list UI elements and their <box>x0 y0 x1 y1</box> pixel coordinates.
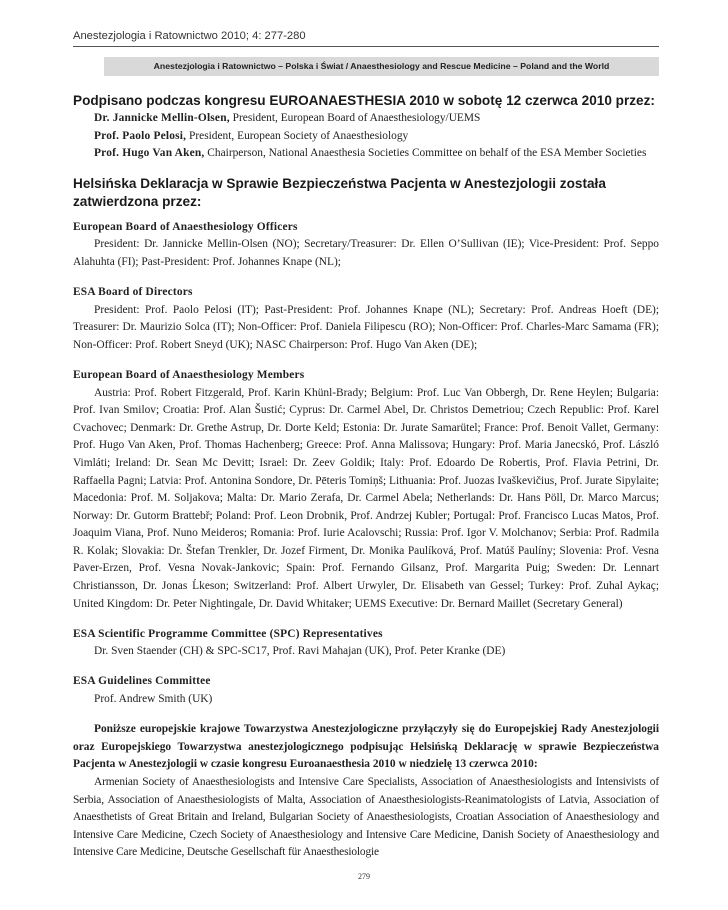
signer-name: Prof. Hugo Van Aken, <box>94 147 205 160</box>
members-text: Austria: Prof. Robert Fitzgerald, Prof. Karin Khünl-Brady; Belgium: Prof. Luc Van Obbergh, Dr. Rene Heylen; Bulgaria: Prof. Ivan Smilov; Croatia: Prof. Alan Šustić; Cyprus: Dr. Carmel Abel, Dr. Christos Demetriou; Czech Republic: Prof. Karel Cvachovec; Denmark: Dr. Grethe Astrup, Dr. Dorte Keld; Estonia: Dr. Jurate Samarütel; France: Prof. Benoit Vallet, Germany: Prof. Hugo Van Aken, Prof. Thomas Hachenberg; Greece: Prof. Anna Malissova; Hungary: Prof. Maria Janecskó, Prof. László Vimláti; Ireland: Dr. Sean Mc Devitt; Israel: Dr. Zeev Goldik; Italy: Prof. Edoardo De Robertis, Prof. Flavia Petrini, Dr. Raffaella Pagni; Latvia: Prof. Antonina Sondore, Dr. Pēteris Tomiņš; Lithuania: Prof. Juozas Ivaškevičius, Prof. Jurate Sipylaite; Macedonia: Prof. M. Soljakova; Malta: Dr. Mario Zerafa, Dr. Carmel Abela; Netherlands: Dr. Hans Pöll, Dr. Marco Marcus; Norway: Dr. Gutorm Brattebř; Poland: Prof. Leon Drobnik, Prof. Andrzej Kubler; Portugal: Prof. Francisco Lucas Matos, Prof. Joaquim Viana, Prof. Nuno Meideros; Romania: Prof. Iurie Acalovschi; Russia: Prof. Igor V. Molchanov; Serbia: Prof. Radmila R. Kolak; Slovakia: Dr. Štefan Trenkler, Dr. Jozef Firment, Dr. Monika Paulíková, Prof. Matúš Paulíny; Slovenia: Prof. Vesna Paver-Erzen, Prof. Vesna Novak-Jankovic; Spain: Prof. Fernando Gilsanz, Prof. Margarita Puig; Sweden: Dr. Lennart Christiansson, Dr. Jonas Ĺkeson; Switzerland: Prof. Albert Urwyler, Dr. Elisabeth van Gessel; Turkey: Prof. Zuhal Aykaç; United Kingdom: Dr. Peter Nightingale, Dr. David Whitaker; UEMS Executive: Dr. Bernard Maillet (Secretary General) <box>73 386 659 610</box>
approval-heading: Helsińska Deklaracja w Sprawie Bezpieczeństwa Pacjenta w Anestezjologii została zatwierdzona przez: <box>73 175 606 209</box>
spc-text: Dr. Sven Staender (CH) & SPC-SC17, Prof. Ravi Mahajan (UK), Prof. Peter Kranke (DE) <box>94 645 506 658</box>
header-rule <box>73 46 659 47</box>
signer-line <box>73 110 659 128</box>
guidelines-title: ESA Guidelines Committee <box>73 675 211 688</box>
officers-text: President: Dr. Jannicke Mellin-Olsen (NO); Secretary/Treasurer: Dr. Ellen O’Sullivan (IE); Vice-President: Prof. Seppo Alahuhta (FI); Past-President: Prof. Johannes Knape (NL); <box>73 238 659 268</box>
guidelines-text: Prof. Andrew Smith (UK) <box>94 693 213 706</box>
signer-role: President, European Society of Anaesthesiology <box>186 129 409 142</box>
esa-board-title: ESA Board of Directors <box>73 286 193 299</box>
signer-name: Dr. Jannicke Mellin-Olsen, <box>94 112 230 124</box>
signer-role: Chairperson, National Anaesthesia Societies Committee on behalf of the ESA Member Societies <box>204 147 647 160</box>
running-header: Anestezjologia i Ratownictwo 2010; 4: 277-280 <box>73 30 306 42</box>
signer-role: President, European Board of Anaesthesiology/UEMS <box>229 112 481 124</box>
joined-statement: Poniższe europejskie krajowe Towarzystwa Anestezjologiczne przyłączyły się do Europejskiej Rady Anestezjologii oraz Europejskiego Towarzystwa anestezjologicznego podpisując Helsińską Deklarację w sprawie Bezpieczeństwa Pacjenta w Anestezjologii w czasie kongresu Euroanaesthesia 2010 w niedzielę 13 czerwca 2010: <box>73 723 659 771</box>
signer-line <box>73 145 659 163</box>
page-number: 279 <box>358 872 370 881</box>
article-body <box>73 92 659 862</box>
officers-title: European Board of Anaesthesiology Officers <box>73 220 298 233</box>
joined-societies: Armenian Society of Anaesthesiologists and Intensive Care Specialists, Association of Anaesthesiologists and Intensivists of Serbia, Association of Anaesthesiologists of Malta, Association of Anaesthesiologists-Reanimatologists of Latvia, Association of Anaesthetists of Great Britain and Ireland, Bulgarian Society of Anaesthesiologists, Croatian Association of Anaesthesiology and Intensive Care Medicine, Czech Society of Anaesthesiology and Intensive Care Medicine, Danish Society of Anaesthesiology and Intensive Care Medicine, Deutsche Gesellschaft für Anaesthesiologie <box>73 775 659 859</box>
members-title: European Board of Anaesthesiology Members <box>73 368 305 381</box>
journal-banner: Anestezjologia i Ratownictwo – Polska i Świat / Anaesthesiology and Rescue Medicine – Poland and the World <box>104 57 659 76</box>
esa-board-text: President: Prof. Paolo Pelosi (IT); Past-President: Prof. Johannes Knape (NL); Secretary: Prof. Andreas Hoeft (DE); Treasurer: Dr. Maurizio Solca (IT); Non-Officer: Prof. Daniela Filipescu (RO); Non-Officer: Prof. Charles-Marc Samama (FR); Non-Officer: Prof. Robert Sneyd (UK); NASC Chairperson: Prof. Hugo Van Aken (DE); <box>73 303 659 351</box>
signer-name: Prof. Paolo Pelosi, <box>94 129 187 142</box>
signer-line <box>73 128 659 146</box>
signing-heading: Podpisano podczas kongresu EUROANAESTHESIA 2010 w sobotę 12 czerwca 2010 przez: <box>73 93 655 108</box>
spc-title: ESA Scientific Programme Committee (SPC) Representatives <box>73 627 383 640</box>
